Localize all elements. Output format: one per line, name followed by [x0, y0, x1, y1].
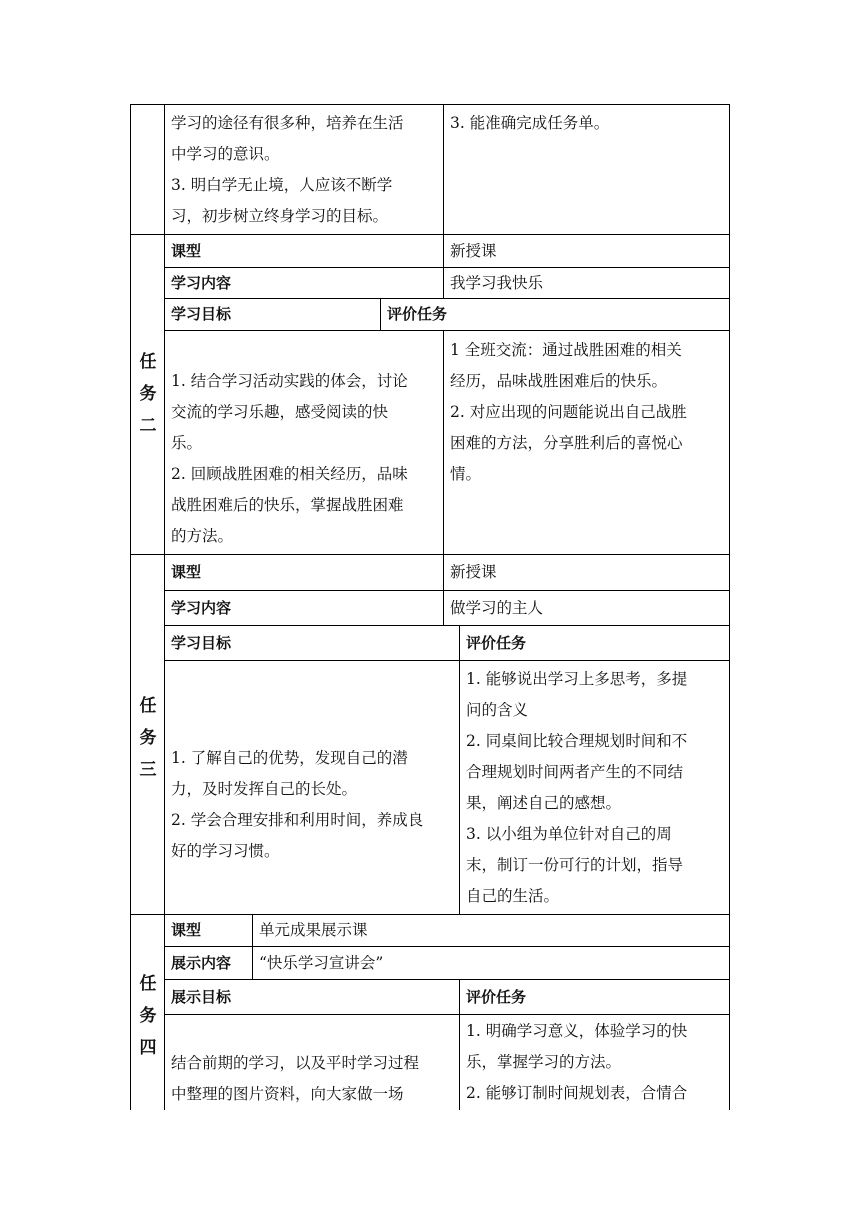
task3-lesson-type-value: 新授课 — [450, 563, 497, 581]
task4-eval-label: 评价任务 — [466, 987, 527, 1006]
task2-goal-cell — [165, 366, 443, 552]
task2-lesson-type-label: 课型 — [171, 241, 202, 260]
task3-eval-label: 评价任务 — [466, 633, 527, 652]
text-line: 3. 以小组为单位针对自己的周 — [466, 825, 672, 843]
task3-eval-cell — [460, 664, 729, 912]
task3-goal-label: 学习目标 — [171, 633, 232, 652]
text-line: 2. 对应出现的问题能说出自己战胜 — [450, 403, 687, 421]
task2-eval-cell — [444, 335, 729, 490]
table-border-right — [729, 104, 730, 1110]
text-line: 乐，掌握学习的方法。 — [466, 1053, 622, 1071]
top-row-left-cell — [165, 108, 443, 232]
text-line: 2. 能够订制时间规划表，合情合 — [466, 1084, 688, 1102]
task2-goal-label: 学习目标 — [171, 305, 232, 323]
task3-label: 任 务 三 — [139, 696, 157, 780]
text-line: 情。 — [450, 465, 482, 483]
text-line: 习，初步树立终身学习的目标。 — [171, 207, 389, 225]
task2-lesson-type-value: 新授课 — [450, 241, 497, 260]
text-line: 乐。 — [171, 434, 203, 452]
task2-content-value: 我学习我快乐 — [450, 273, 544, 292]
text-line: 经历，品味战胜困难后的快乐。 — [450, 372, 668, 390]
task2-label: 任 务 二 — [139, 352, 157, 436]
task2-eval-label: 评价任务 — [387, 305, 448, 323]
text-line: 战胜困难后的快乐，掌握战胜困难 — [171, 496, 404, 514]
text-line: 力，及时发挥自己的长处。 — [171, 780, 358, 798]
table-border-left — [130, 104, 131, 1110]
text-line: 好的学习习惯。 — [171, 842, 280, 860]
task3-content-value: 做学习的主人 — [450, 598, 544, 617]
task4-goal-label: 展示目标 — [171, 987, 232, 1006]
task4-goal-cell — [165, 1048, 459, 1110]
text-line: 末，制订一份可行的计划，指导 — [466, 856, 684, 874]
text-line: 1. 结合学习活动实践的体会，讨论 — [171, 372, 408, 390]
text-line: 1. 了解自己的优势，发现自己的潜 — [171, 749, 408, 767]
text-line: 2. 同桌间比较合理规划时间和不 — [466, 732, 688, 750]
text-line: 合理规划时间两者产生的不同结 — [466, 763, 684, 781]
text-line: 问的含义 — [466, 701, 529, 719]
text-line: 自己的生活。 — [466, 887, 560, 905]
top-row-right-cell — [444, 108, 729, 139]
text-line: 果，阐述自己的感想。 — [466, 794, 622, 812]
text-line: 2. 学会合理安排和利用时间，养成良 — [171, 811, 424, 829]
task3-content-label: 学习内容 — [171, 598, 232, 617]
task4-label: 任 务 四 — [139, 974, 157, 1058]
task4-row3-line — [164, 1014, 730, 1015]
text-line: 中整理的图片资料，向大家做一场 — [171, 1085, 404, 1103]
task3-row3-line — [164, 660, 730, 661]
text-line: 1 全班交流：通过战胜困难的相关 — [450, 341, 682, 359]
task2-row3-line — [164, 330, 730, 331]
text-line: 学习的途径有很多种，培养在生活 — [171, 114, 404, 132]
task3-lesson-type-label: 课型 — [171, 563, 202, 581]
text-line: 交流的学习乐趣，感受阅读的快 — [171, 403, 389, 421]
text-line: 中学习的意识。 — [171, 145, 280, 163]
text-line: 困难的方法，分享胜利后的喜悦心 — [450, 434, 683, 452]
text-line: 1. 明确学习意义，体验学习的快 — [466, 1022, 688, 1040]
table-border-top — [130, 104, 730, 105]
task2-content-label: 学习内容 — [171, 273, 232, 292]
text-line: 2. 回顾战胜困难的相关经历，品味 — [171, 465, 408, 483]
task4-lesson-type-label: 课型 — [171, 921, 202, 939]
task4-content-value: “快乐学习宣讲会” — [259, 953, 384, 972]
text-line: 3. 明白学无止境，人应该不断学 — [171, 176, 393, 194]
text-line: 3. 能准确完成任务单。 — [450, 114, 610, 132]
text-line: 1. 能够说出学习上多思考，多提 — [466, 670, 688, 688]
text-line: 的方法。 — [171, 527, 234, 545]
task4-eval-cell — [460, 1016, 729, 1109]
task3-goal-cell — [165, 743, 459, 867]
task4-content-label: 展示内容 — [171, 953, 232, 972]
text-line: 结合前期的学习，以及平时学习过程 — [171, 1054, 420, 1072]
task4-lesson-type-value: 单元成果展示课 — [259, 921, 368, 939]
